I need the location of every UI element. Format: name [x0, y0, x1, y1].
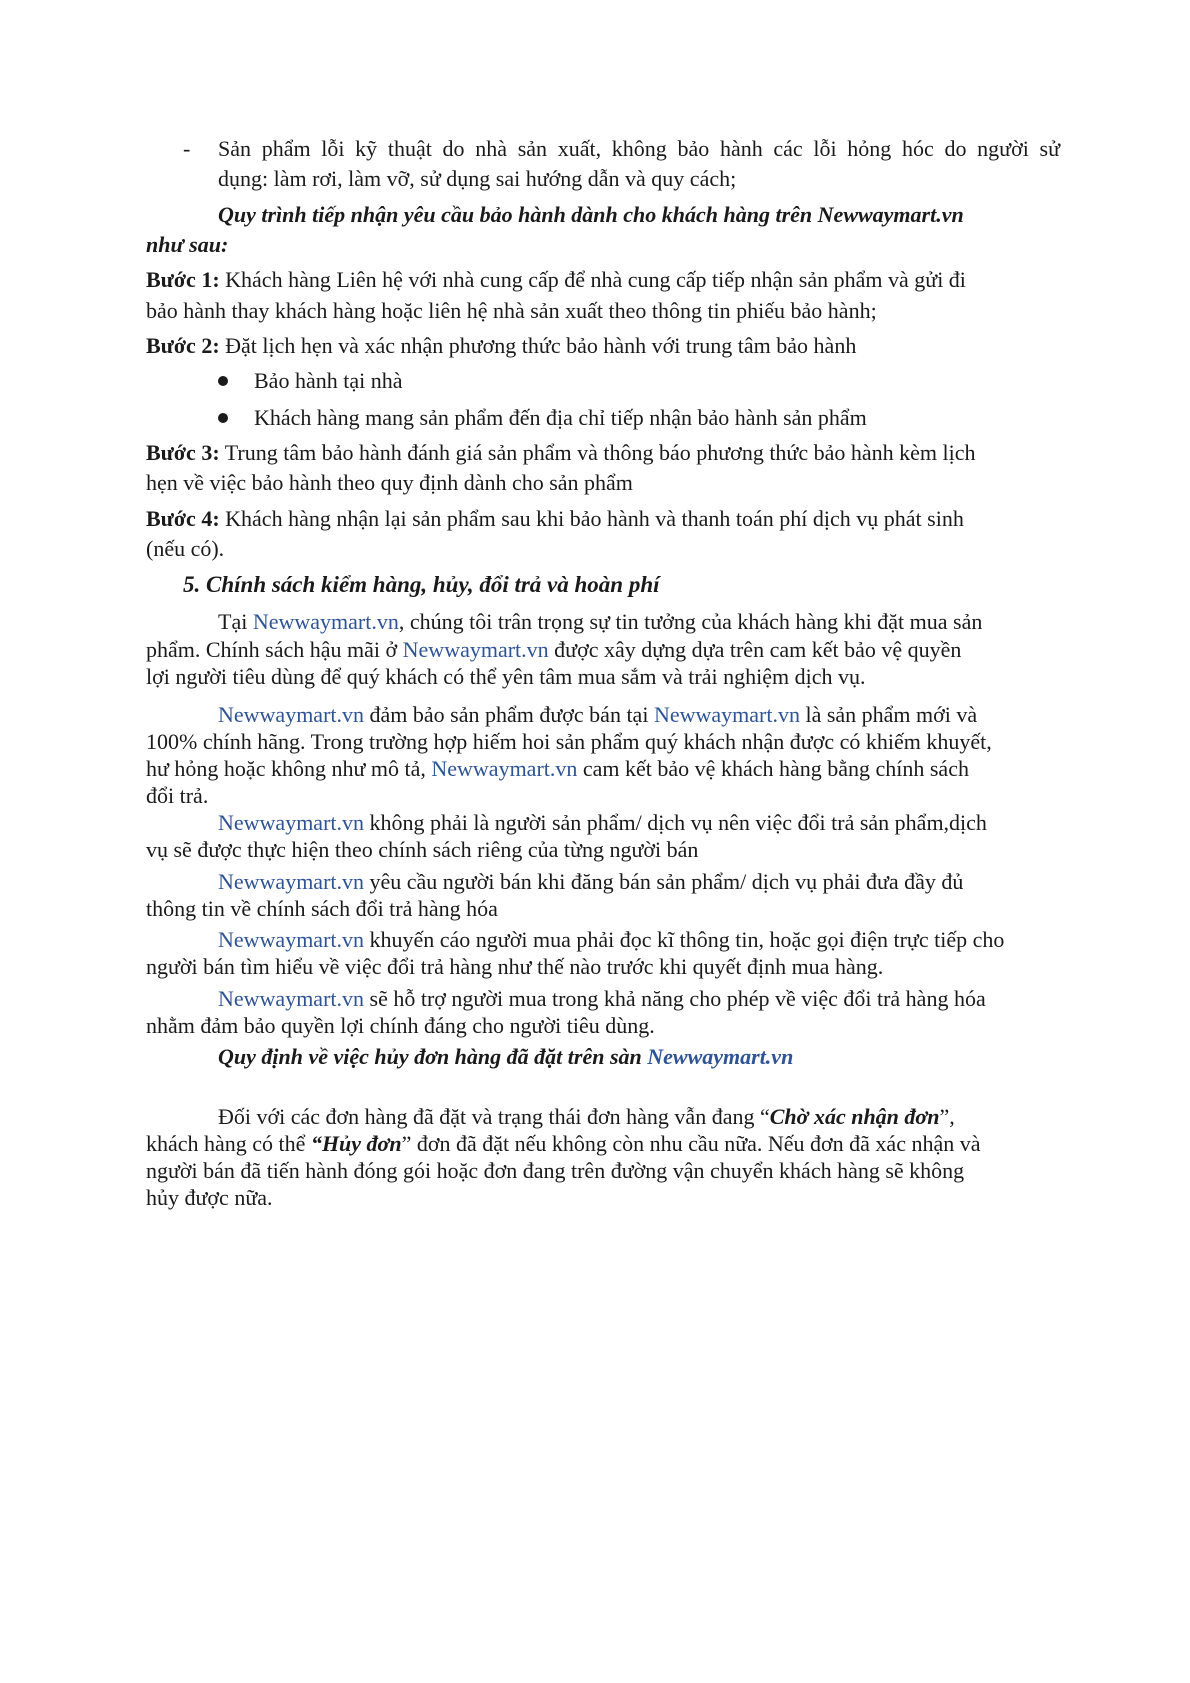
- status-text: “Hủy đơn: [310, 1131, 402, 1156]
- paragraph-line: [218, 810, 987, 836]
- text-run: Đối với các đơn hàng đã đặt và trạng thái đơn hàng vẫn đang “: [218, 1104, 770, 1129]
- text-run: được xây dựng dựa trên cam kết bảo vệ quyền: [548, 637, 962, 662]
- bullet-item: Khách hàng mang sản phẩm đến địa chỉ tiếp nhận bảo hành sản phẩm: [254, 405, 867, 430]
- text-run: yêu cầu người bán khi đăng bán sản phẩm/ dịch vụ phải đưa đầy đủ: [364, 869, 964, 894]
- step-text: Đặt lịch hẹn và xác nhận phương thức bảo hành với trung tâm bảo hành: [219, 333, 857, 358]
- site-link[interactable]: Newwaymart.vn: [218, 986, 365, 1011]
- paragraph-line: [218, 1104, 955, 1130]
- site-link[interactable]: Newwaymart.vn: [402, 637, 549, 662]
- step-2: [146, 333, 856, 359]
- text-run: phẩm. Chính sách hậu mãi ở: [146, 637, 403, 662]
- paragraph-line: người bán tìm hiểu về việc đổi trả hàng như thế nào trước khi quyết định mua hàng.: [146, 954, 884, 979]
- text-run: không phải là người sản phẩm/ dịch vụ nên việc đổi trả sản phẩm,dịch: [364, 810, 987, 835]
- paragraph-line: [218, 702, 977, 728]
- site-link[interactable]: Newwaymart.vn: [218, 810, 365, 835]
- step-text: Khách hàng Liên hệ với nhà cung cấp để nhà cung cấp tiếp nhận sản phẩm và gửi đi: [219, 267, 966, 292]
- paragraph-line: thông tin về chính sách đổi trả hàng hóa: [146, 896, 498, 921]
- paragraph-line: nhằm đảm bảo quyền lợi chính đáng cho người tiêu dùng.: [146, 1013, 655, 1038]
- text-run: đảm bảo sản phẩm được bán tại: [364, 702, 654, 727]
- text-run: hư hỏng hoặc không như mô tả,: [146, 756, 432, 781]
- list-dash-marker: -: [183, 136, 191, 161]
- paragraph-line: [218, 869, 963, 895]
- text-run: là sản phẩm mới và: [799, 702, 978, 727]
- step-4: [146, 506, 964, 532]
- list-item-line: Sản phẩm lỗi kỹ thuật do nhà sản xuất, không bảo hành các lỗi hỏng hóc do người sử: [218, 136, 1060, 161]
- paragraph-line: đổi trả.: [146, 783, 209, 808]
- cancel-policy-heading: [218, 1044, 793, 1070]
- step-1: [146, 267, 966, 293]
- step-label: Bước 4:: [146, 506, 220, 531]
- paragraph-line: [218, 609, 982, 635]
- step-text: Trung tâm bảo hành đánh giá sản phẩm và thông báo phương thức bảo hành kèm lịch: [219, 440, 976, 465]
- section-5-heading: 5. Chính sách kiểm hàng, hủy, đổi trả và hoàn phí: [183, 572, 660, 597]
- step-label: Bước 2:: [146, 333, 220, 358]
- paragraph-line: [146, 756, 969, 782]
- list-item-line: dụng: làm rơi, làm vỡ, sử dụng sai hướng dẫn và quy cách;: [218, 166, 737, 191]
- site-link[interactable]: Newwaymart.vn: [252, 609, 399, 634]
- text-run: sẽ hỗ trợ người mua trong khả năng cho phép về việc đổi trả hàng hóa: [364, 986, 986, 1011]
- site-link[interactable]: Newwaymart.vn: [218, 702, 365, 727]
- status-text: Chờ xác nhận đơn: [769, 1104, 940, 1129]
- paragraph-line: [146, 637, 961, 663]
- step-label: Bước 3:: [146, 440, 220, 465]
- text-run: khách hàng có thể: [146, 1131, 311, 1156]
- text-run: , chúng tôi trân trọng sự tin tưởng của khách hàng khi đặt mua sản: [398, 609, 983, 634]
- site-link[interactable]: Newwaymart.vn: [218, 927, 365, 952]
- paragraph-line: [146, 1131, 981, 1157]
- text-run: Quy định về việc hủy đơn hàng đã đặt trên sàn: [218, 1044, 648, 1069]
- site-link[interactable]: Newwaymart.vn: [647, 1044, 794, 1069]
- paragraph-line: người bán đã tiến hành đóng gói hoặc đơn đang trên đường vận chuyển khách hàng sẽ không: [146, 1158, 965, 1183]
- site-link[interactable]: Newwaymart.vn: [653, 702, 800, 727]
- paragraph-line: vụ sẽ được thực hiện theo chính sách riêng của từng người bán: [146, 837, 699, 862]
- bullet-icon: [218, 413, 228, 423]
- bullet-item: Bảo hành tại nhà: [254, 368, 403, 393]
- paragraph-line: [218, 986, 986, 1012]
- site-link[interactable]: Newwaymart.vn: [431, 756, 578, 781]
- warranty-process-heading: như sau:: [146, 232, 229, 257]
- warranty-process-heading: Quy trình tiếp nhận yêu cầu bảo hành dành cho khách hàng trên Newwaymart.vn: [218, 202, 964, 227]
- text-run: khuyến cáo người mua phải đọc kĩ thông tin, hoặc gọi điện trực tiếp cho: [364, 927, 1005, 952]
- text-run: ” đơn đã đặt nếu không còn nhu cầu nữa. Nếu đơn đã xác nhận và: [401, 1131, 981, 1156]
- step-3-line2: hẹn về việc bảo hành theo quy định dành cho sản phẩm: [146, 470, 633, 495]
- text-run: Tại: [218, 609, 253, 634]
- paragraph-line: hủy được nữa.: [146, 1185, 273, 1210]
- paragraph-line: lợi người tiêu dùng để quý khách có thể yên tâm mua sắm và trải nghiệm dịch vụ.: [146, 664, 866, 689]
- step-1-line2: bảo hành thay khách hàng hoặc liên hệ nhà sản xuất theo thông tin phiếu bảo hành;: [146, 298, 877, 323]
- step-label: Bước 1:: [146, 267, 220, 292]
- step-text: Khách hàng nhận lại sản phẩm sau khi bảo hành và thanh toán phí dịch vụ phát sinh: [219, 506, 964, 531]
- bullet-icon: [218, 376, 228, 386]
- step-3: [146, 440, 976, 466]
- step-4-line2: (nếu có).: [146, 536, 225, 561]
- site-link[interactable]: Newwaymart.vn: [218, 869, 365, 894]
- paragraph-line: [218, 927, 1004, 953]
- paragraph-line: 100% chính hãng. Trong trường hợp hiếm hoi sản phẩm quý khách nhận được có khiếm khuyết,: [146, 729, 992, 754]
- text-run: cam kết bảo vệ khách hàng bằng chính sách: [577, 756, 969, 781]
- text-run: ”,: [939, 1104, 955, 1129]
